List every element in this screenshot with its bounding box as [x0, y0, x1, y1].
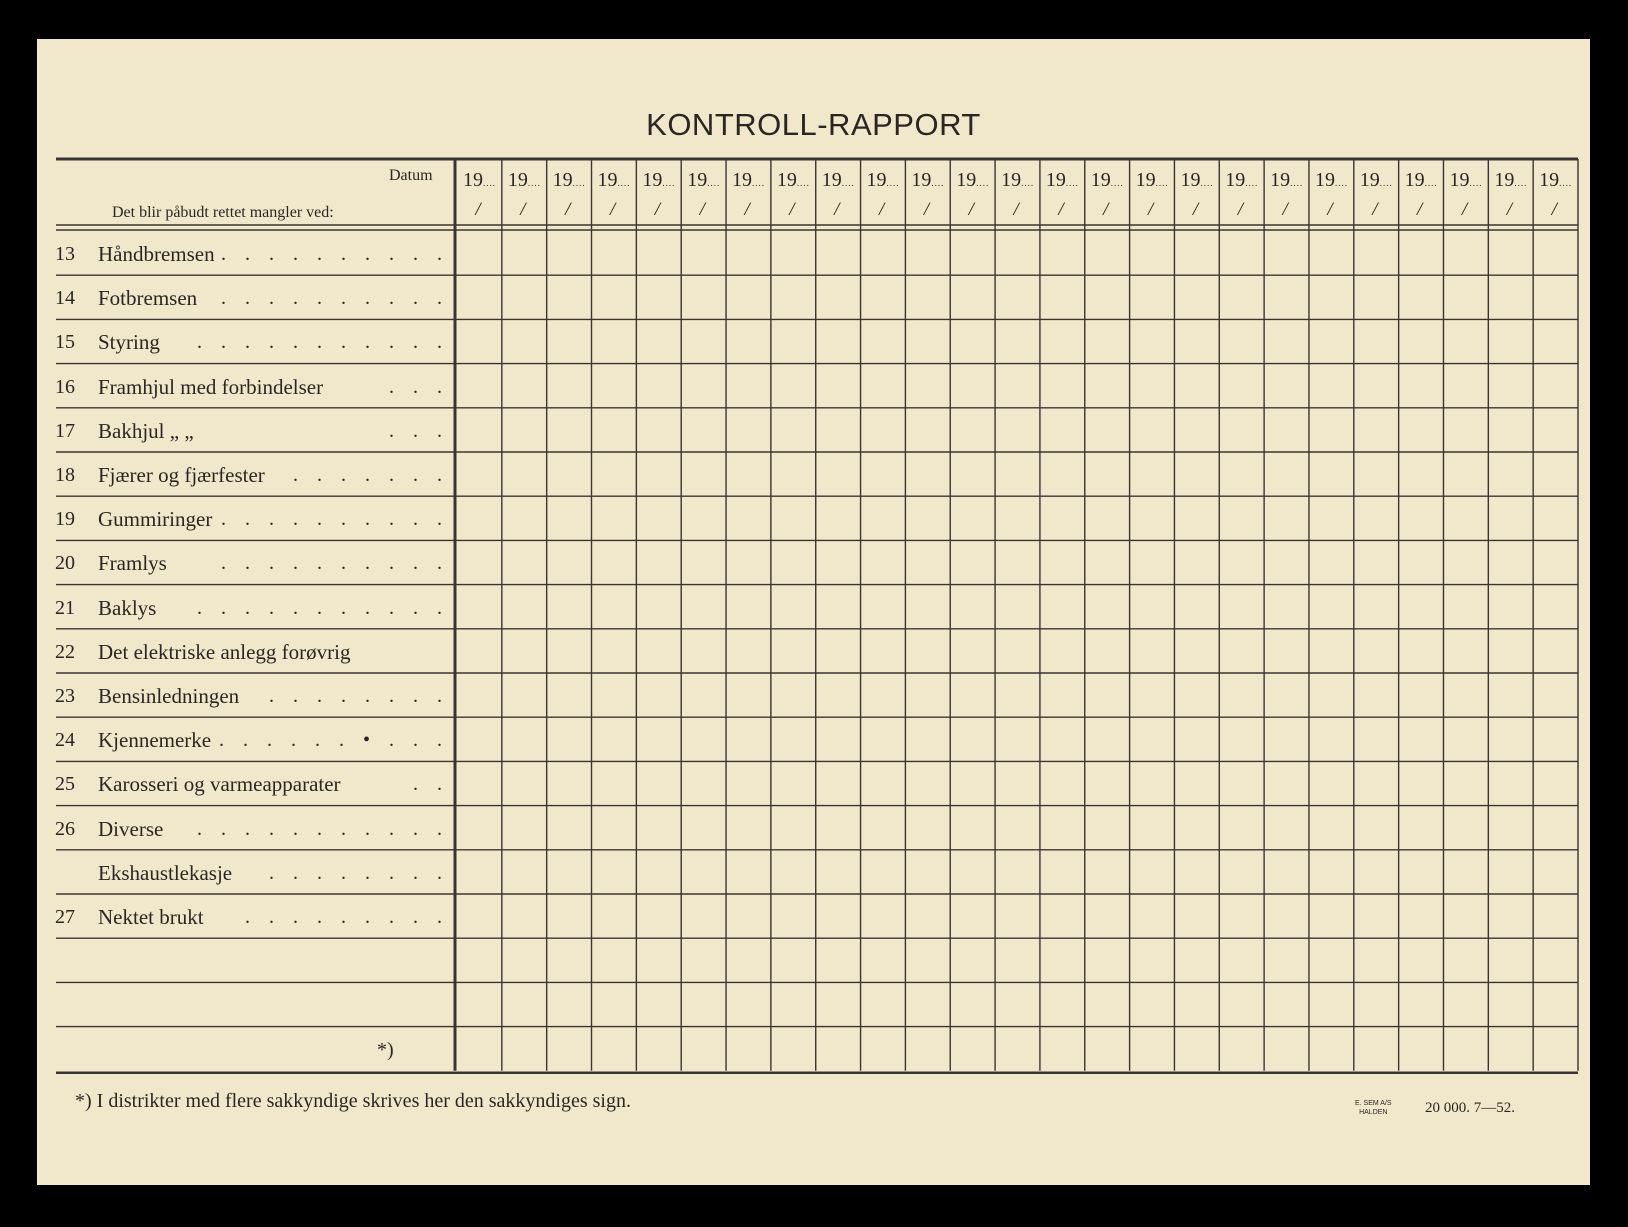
- item-label: Kjennemerke: [98, 728, 212, 753]
- item-number: 21: [55, 596, 75, 619]
- date-slash: /: [654, 199, 661, 220]
- year-blank: ....: [483, 178, 496, 188]
- date-slash: /: [1551, 199, 1557, 220]
- item-number: 13: [55, 243, 75, 265]
- year-prefix: 19: [1494, 169, 1515, 191]
- year-cell: [1180, 169, 1213, 192]
- item-label: Bensinledningen: [98, 684, 240, 708]
- item-label: Det elektriske anlegg forøvrig: [98, 639, 351, 664]
- year-prefix: 19: [1449, 169, 1470, 191]
- year-blank: ....: [572, 178, 586, 188]
- item-number: 25: [55, 773, 75, 796]
- year-cell: [1136, 169, 1169, 192]
- item-label: Fjærer og fjærfester: [98, 463, 265, 487]
- year-cell: [1494, 169, 1527, 192]
- year-blank: ....: [617, 178, 631, 188]
- year-prefix: 19: [1359, 169, 1380, 191]
- date-slash: /: [1013, 199, 1019, 220]
- leader-dots: . . . . . . . .: [269, 861, 449, 884]
- leader-dots: . . . . . . . . . . .: [197, 331, 449, 354]
- year-blank: ....: [707, 178, 721, 188]
- year-cell: [867, 169, 900, 192]
- item-label: Diverse: [98, 816, 164, 841]
- printer-mark: [1355, 1099, 1392, 1117]
- year-cell: [687, 169, 720, 192]
- year-blank: ....: [1559, 178, 1573, 188]
- item-number: 22: [55, 640, 75, 663]
- item-label: Håndbremsen: [98, 242, 215, 266]
- year-cell: [1315, 169, 1348, 192]
- year-blank: ....: [1065, 178, 1079, 188]
- year-cell: [1449, 169, 1482, 192]
- date-slash: /: [1417, 199, 1423, 220]
- date-slash: /: [834, 199, 840, 220]
- leader-dots: . . .: [389, 419, 449, 442]
- item-label: Baklys: [98, 595, 157, 620]
- control-report-card: [37, 39, 1590, 1185]
- leader-dots: . . . . . . . . . . .: [197, 817, 449, 840]
- item-number: 14: [55, 287, 75, 310]
- signature-marker: *): [377, 1038, 394, 1061]
- item-number: 26: [55, 817, 75, 840]
- item-label: Gummiringer: [98, 507, 213, 532]
- year-blank: ....: [1469, 178, 1483, 188]
- date-slash: /: [1282, 199, 1288, 220]
- item-number: 17: [55, 419, 75, 442]
- year-blank: ....: [1424, 178, 1438, 188]
- leader-dots: . . . . . . . . . .: [221, 552, 449, 575]
- year-blank: ....: [1200, 178, 1214, 188]
- leader-dots: . . . . . . • . . .: [218, 729, 449, 752]
- item-number: 27: [55, 906, 75, 928]
- date-slash: /: [1103, 199, 1109, 220]
- item-number: 20: [55, 552, 75, 575]
- year-cell: [508, 169, 541, 192]
- leader-dots: . . . . . . . . .: [245, 906, 449, 928]
- year-prefix: 19: [507, 169, 528, 191]
- year-prefix: 19: [1180, 169, 1201, 191]
- date-slash: /: [1372, 199, 1378, 220]
- year-cell: [598, 169, 631, 192]
- year-blank: ....: [527, 178, 541, 188]
- year-cell: [1225, 169, 1258, 192]
- year-cell: [822, 169, 855, 192]
- year-blank: ....: [1245, 178, 1259, 188]
- item-label: Framlys: [98, 551, 167, 576]
- year-prefix: 19: [687, 169, 708, 191]
- year-blank: ....: [1334, 178, 1348, 188]
- year-cell: [732, 169, 765, 192]
- leader-dots: . . . . . . . . . . .: [197, 596, 449, 619]
- year-prefix: 19: [463, 169, 483, 191]
- item-label: Styring: [98, 330, 160, 355]
- item-label: Fotbremsen: [98, 286, 198, 311]
- date-slash: /: [609, 199, 616, 220]
- date-slash: /: [1148, 199, 1154, 220]
- item-label: Ekshaustlekasje: [98, 860, 233, 885]
- year-prefix: 19: [1225, 169, 1246, 191]
- year-cell: [1270, 169, 1303, 192]
- year-blank: ....: [886, 178, 900, 188]
- leader-dots: . .: [413, 773, 449, 796]
- date-slash: /: [789, 199, 795, 220]
- leader-dots: . . . . . . .: [293, 464, 449, 486]
- year-blank: ....: [931, 178, 945, 188]
- item-label: Bakhjul „ „: [98, 418, 194, 443]
- year-prefix: 19: [911, 169, 932, 191]
- date-slash: /: [1461, 199, 1468, 220]
- year-prefix: 19: [956, 169, 977, 191]
- date-slash: /: [968, 199, 974, 220]
- year-prefix: 19: [1090, 169, 1111, 191]
- year-prefix: 19: [1270, 169, 1291, 191]
- year-prefix: 19: [821, 169, 842, 191]
- year-cell: [777, 169, 810, 192]
- year-cell: [1001, 169, 1034, 192]
- year-cell: [1360, 169, 1393, 192]
- year-prefix: 19: [1539, 169, 1560, 191]
- year-blank: ....: [662, 178, 676, 188]
- date-slash: /: [565, 199, 571, 220]
- date-slash: /: [923, 199, 930, 220]
- leader-dots: . . . . . . . .: [269, 685, 449, 707]
- item-number: 23: [55, 685, 75, 707]
- year-cell: [553, 169, 586, 192]
- year-prefix: 19: [1001, 169, 1022, 191]
- datum-label: Datum: [389, 167, 433, 184]
- print-info: 20 000. 7—52.: [1425, 1100, 1515, 1116]
- date-slash: /: [1506, 199, 1513, 220]
- year-prefix: 19: [552, 169, 573, 191]
- year-blank: ....: [1290, 178, 1304, 188]
- year-prefix: 19: [642, 169, 663, 191]
- item-number: 19: [55, 508, 75, 531]
- year-cell: [1091, 169, 1124, 192]
- year-blank: ....: [1110, 178, 1124, 188]
- year-prefix: 19: [1404, 169, 1425, 191]
- year-blank: ....: [1379, 178, 1393, 188]
- year-prefix: 19: [1045, 169, 1066, 191]
- date-slash: /: [1192, 199, 1199, 220]
- item-number: 15: [55, 331, 75, 354]
- year-cell: [1405, 169, 1438, 192]
- year-prefix: 19: [597, 169, 618, 191]
- year-cell: [463, 169, 496, 192]
- year-cell: [1046, 169, 1079, 192]
- item-number: 24: [55, 729, 75, 752]
- leader-dots: . . .: [389, 375, 449, 398]
- date-slash: /: [1237, 199, 1243, 220]
- item-number: 18: [55, 464, 75, 486]
- item-number: 16: [55, 375, 75, 398]
- year-prefix: 19: [1314, 169, 1335, 191]
- year-blank: ....: [1021, 178, 1035, 188]
- date-slash: /: [878, 199, 885, 220]
- year-blank: ....: [1514, 178, 1528, 188]
- date-slash: /: [744, 199, 750, 220]
- year-prefix: 19: [776, 169, 797, 191]
- leader-dots: . . . . . . . . . .: [221, 243, 449, 265]
- footnote: *) I distrikter med flere sakkyndige skrives her den sakkyndiges sign.: [75, 1090, 631, 1112]
- date-slash: /: [475, 199, 481, 220]
- instruction-text: Det blir påbudt rettet mangler ved:: [112, 204, 334, 221]
- year-cell: [911, 169, 944, 192]
- date-slash: /: [520, 199, 526, 220]
- printer-city: HALDEN: [1359, 1109, 1388, 1116]
- year-cell: [956, 169, 989, 192]
- date-slash: /: [699, 199, 705, 220]
- year-blank: ....: [1155, 178, 1169, 188]
- item-label: Karosseri og varmeapparater: [98, 772, 341, 797]
- item-label: Nektet brukt: [98, 905, 204, 929]
- year-prefix: 19: [1135, 169, 1156, 191]
- year-cell: [642, 169, 675, 192]
- year-cell: [1539, 169, 1572, 192]
- year-blank: ....: [976, 178, 990, 188]
- year-blank: ....: [752, 178, 766, 188]
- year-prefix: 19: [732, 169, 753, 191]
- leader-dots: . . . . . . . . . .: [221, 287, 449, 310]
- year-prefix: 19: [866, 169, 887, 191]
- page-title: KONTROLL-RAPPORT: [646, 107, 981, 142]
- item-label: Framhjul med forbindelser: [98, 374, 324, 399]
- leader-dots: . . . . . . . . . .: [221, 508, 449, 531]
- printer-name: E. SEM A/S: [1355, 1100, 1392, 1107]
- year-blank: ....: [796, 178, 810, 188]
- date-slash: /: [1327, 199, 1333, 220]
- year-blank: ....: [841, 178, 855, 188]
- date-slash: /: [1058, 199, 1064, 220]
